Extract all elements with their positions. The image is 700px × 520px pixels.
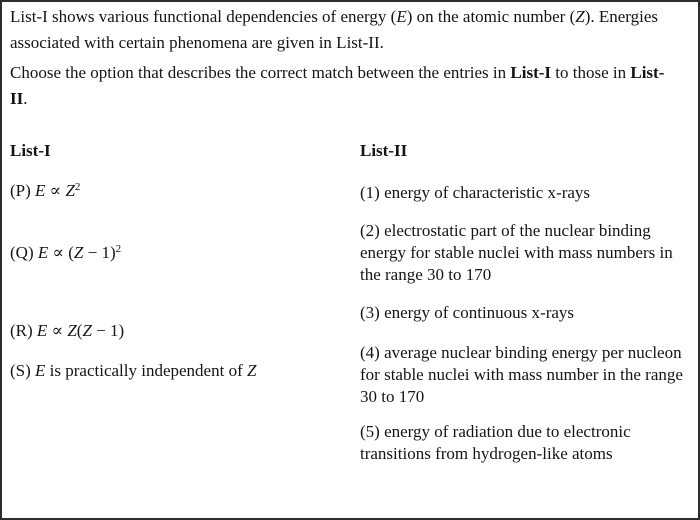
list1-item-s: (S) E is practically independent of Z bbox=[10, 361, 257, 380]
list1-item-q: (Q) $E \propto (Z - 1)^2$ bbox=[10, 243, 122, 262]
list1-item-r: (R) E ∝ Z(Z − 1) bbox=[10, 321, 125, 340]
list2-header: List-II bbox=[360, 141, 408, 160]
list2-item-5: (5) energy of radiation due to electronic transitions from hydrogen-like atoms bbox=[360, 422, 631, 463]
list2-item-2: (2) electrostatic part of the nuclear binding energy for stable nuclei with mass numbers in the range 30 to 170 bbox=[360, 221, 673, 284]
list2-item-4: (4) average nuclear binding energy per nucleon for stable nuclei with mass number in the range 30 to 170 bbox=[360, 343, 683, 406]
intro-paragraph: List-I shows various functional dependencies of energy (E) on the atomic number (Z). Energies associated with certain phenomena are given in List-II. bbox=[10, 7, 659, 52]
list1-item-p: (P) $E \propto Z^2$ bbox=[10, 181, 81, 200]
list2-item-3: (3) energy of continuous x-rays bbox=[360, 303, 575, 322]
list2-item-1: (1) energy of characteristic x-rays bbox=[360, 183, 591, 202]
prompt-paragraph: Choose the option that describes the correct match between the entries in List-I to those in List- II. bbox=[10, 63, 665, 108]
list1-header: List-I bbox=[10, 141, 51, 160]
